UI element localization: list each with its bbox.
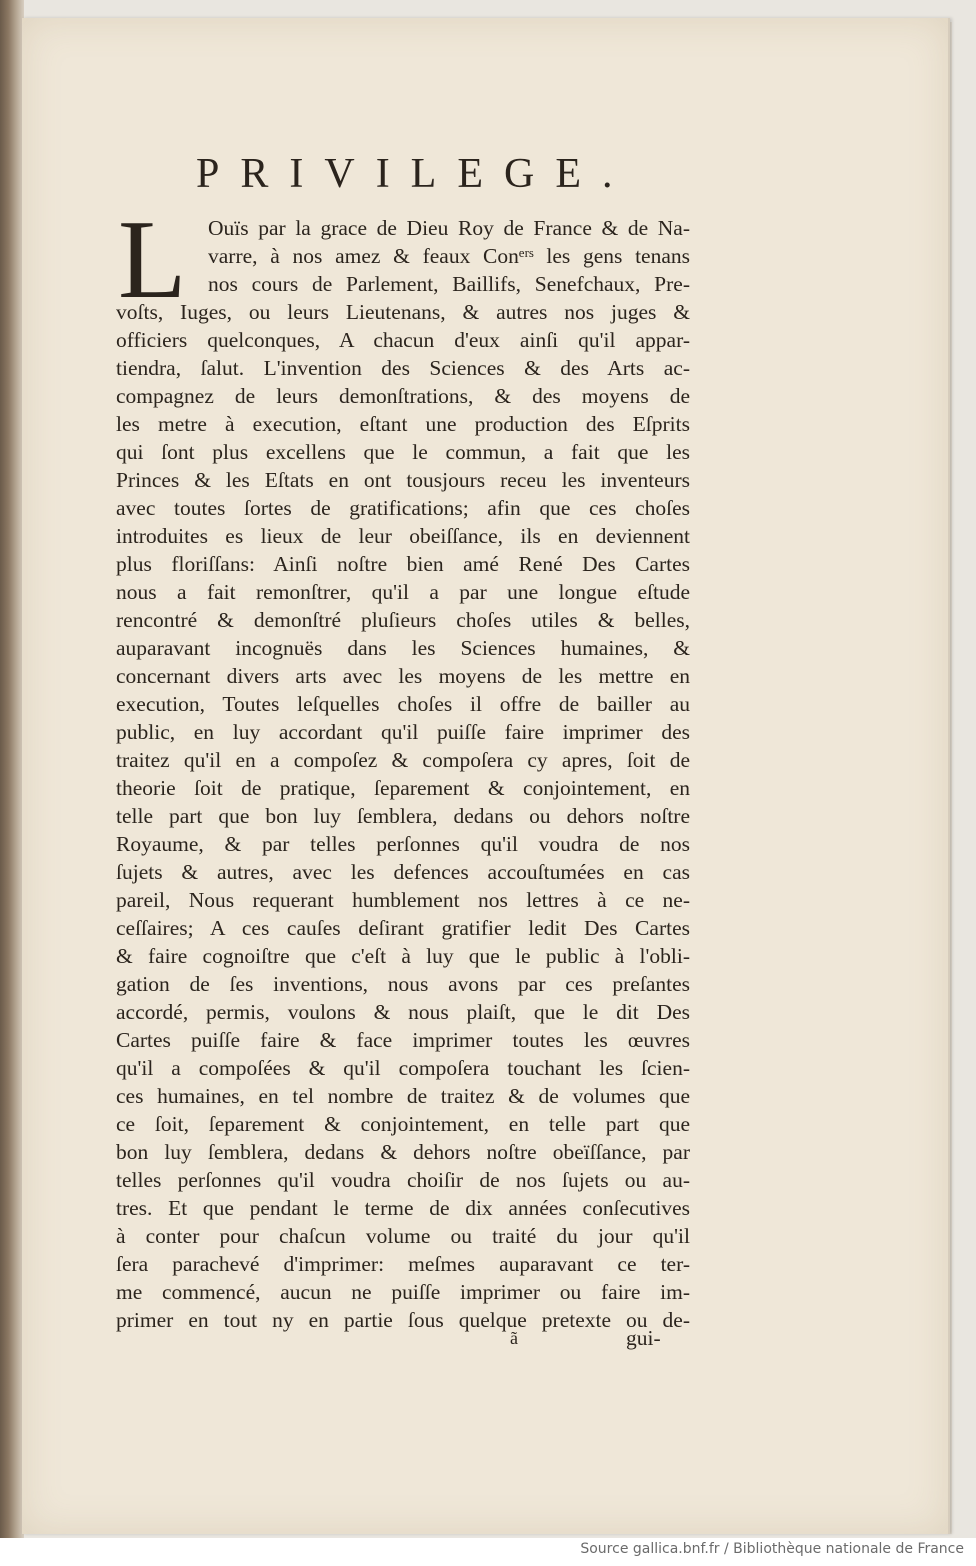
text-line: auparavant incognuës dans les Sciences humaines, & <box>116 636 690 660</box>
text-line: primer en tout ny en partie ſous quelque pretexte ou de- <box>116 1308 690 1332</box>
text-line: ceſſaires; A ces cauſes deſirant gratifier ledit Des Cartes <box>116 916 690 940</box>
text-line: qui ſont plus excellens que le commun, a fait que les <box>116 440 690 464</box>
text-line: theorie ſoit de pratique, ſeparement & conjointement, en <box>116 776 690 800</box>
text-line: ſujets & autres, avec les defences accouſtumées en cas <box>116 860 690 884</box>
text-line: concernant divers arts avec les moyens de les mettre en <box>116 664 690 688</box>
text-line: rencontré & demonſtré pluſieurs choſes utiles & belles, <box>116 608 690 632</box>
text-line: plus floriſſans: Ainſi noſtre bien amé René Des Cartes <box>116 552 690 576</box>
page-title: PRIVILEGE. <box>196 151 634 197</box>
text-line: gation de ſes inventions, nous avons par ces preſantes <box>116 972 690 996</box>
text-line: Ouïs par la grace de Dieu Roy de France & de Na- <box>208 216 690 240</box>
signature-mark: ã <box>510 1328 518 1348</box>
text-line: me commencé, aucun ne puiſſe imprimer ou faire im- <box>116 1280 690 1304</box>
text-line: ce ſoit, ſeparement & conjointement, en telle part que <box>116 1112 690 1136</box>
text-line: bon luy ſemblera, dedans & dehors noſtre obeïſſance, par <box>116 1140 690 1164</box>
text-line: ſera parachevé d'imprimer: meſmes auparavant ce ter- <box>116 1252 690 1276</box>
drop-cap-letter: L <box>118 198 187 322</box>
text-line: traitez qu'il en a compoſez & compoſera cy apres, ſoit de <box>116 748 690 772</box>
source-credit: Source gallica.bnf.fr / Bibliothèque nationale de France <box>580 1541 964 1557</box>
text-line: introduites es lieux de leur obeiſſance, ils en deviennent <box>116 524 690 548</box>
text-line: & faire cognoiſtre que c'eſt à luy que le public à l'obli- <box>116 944 690 968</box>
text-line: officiers quelconques, A chacun d'eux ainſi qu'il appar- <box>116 328 690 352</box>
text-line: à conter pour chaſcun volume ou traité du jour qu'il <box>116 1224 690 1248</box>
text-line: tres. Et que pendant le terme de dix années conſecutives <box>116 1196 690 1220</box>
text-line: telle part que bon luy ſemblera, dedans ou dehors noſtre <box>116 804 690 828</box>
text-line: compagnez de leurs demonſtrations, & des moyens de <box>116 384 690 408</box>
text-line: qu'il a compoſées & qu'il compoſera touchant les ſcien- <box>116 1056 690 1080</box>
text-line: nos cours de Parlement, Baillifs, Senefchaux, Pre- <box>208 272 690 296</box>
text-line: nous a fait remonſtrer, qu'il a par une longue eſtude <box>116 580 690 604</box>
text-line: varre, à nos amez & feaux Conᵉʳˢ les gens tenans <box>208 244 690 268</box>
text-line: ces humaines, en tel nombre de traitez & de volumes que <box>116 1084 690 1108</box>
text-line: Cartes puiſſe faire & face imprimer toutes les œuvres <box>116 1028 690 1052</box>
text-line: avec toutes ſortes de gratifications; afin que ces choſes <box>116 496 690 520</box>
text-line: telles perſonnes qu'il voudra choiſir de nos ſujets ou au- <box>116 1168 690 1192</box>
text-line: accordé, permis, voulons & nous plaiſt, que le dit Des <box>116 1000 690 1024</box>
text-line: les metre à execution, eſtant une production des Eſprits <box>116 412 690 436</box>
text-line: execution, Toutes leſquelles choſes il offre de bailler au <box>116 692 690 716</box>
text-line: pareil, Nous requerant humblement nos lettres à ce ne- <box>116 888 690 912</box>
text-line: Princes & les Eſtats en ont tousjours receu les inventeurs <box>116 468 690 492</box>
catchword: gui- <box>626 1326 661 1350</box>
text-line: public, en luy accordant qu'il puiſſe faire imprimer des <box>116 720 690 744</box>
text-line: tiendra, ſalut. L'invention des Sciences & des Arts ac- <box>116 356 690 380</box>
text-line: voſts, Iuges, ou leurs Lieutenans, & autres nos juges & <box>116 300 690 324</box>
text-line: Royaume, & par telles perſonnes qu'il voudra de nos <box>116 832 690 856</box>
